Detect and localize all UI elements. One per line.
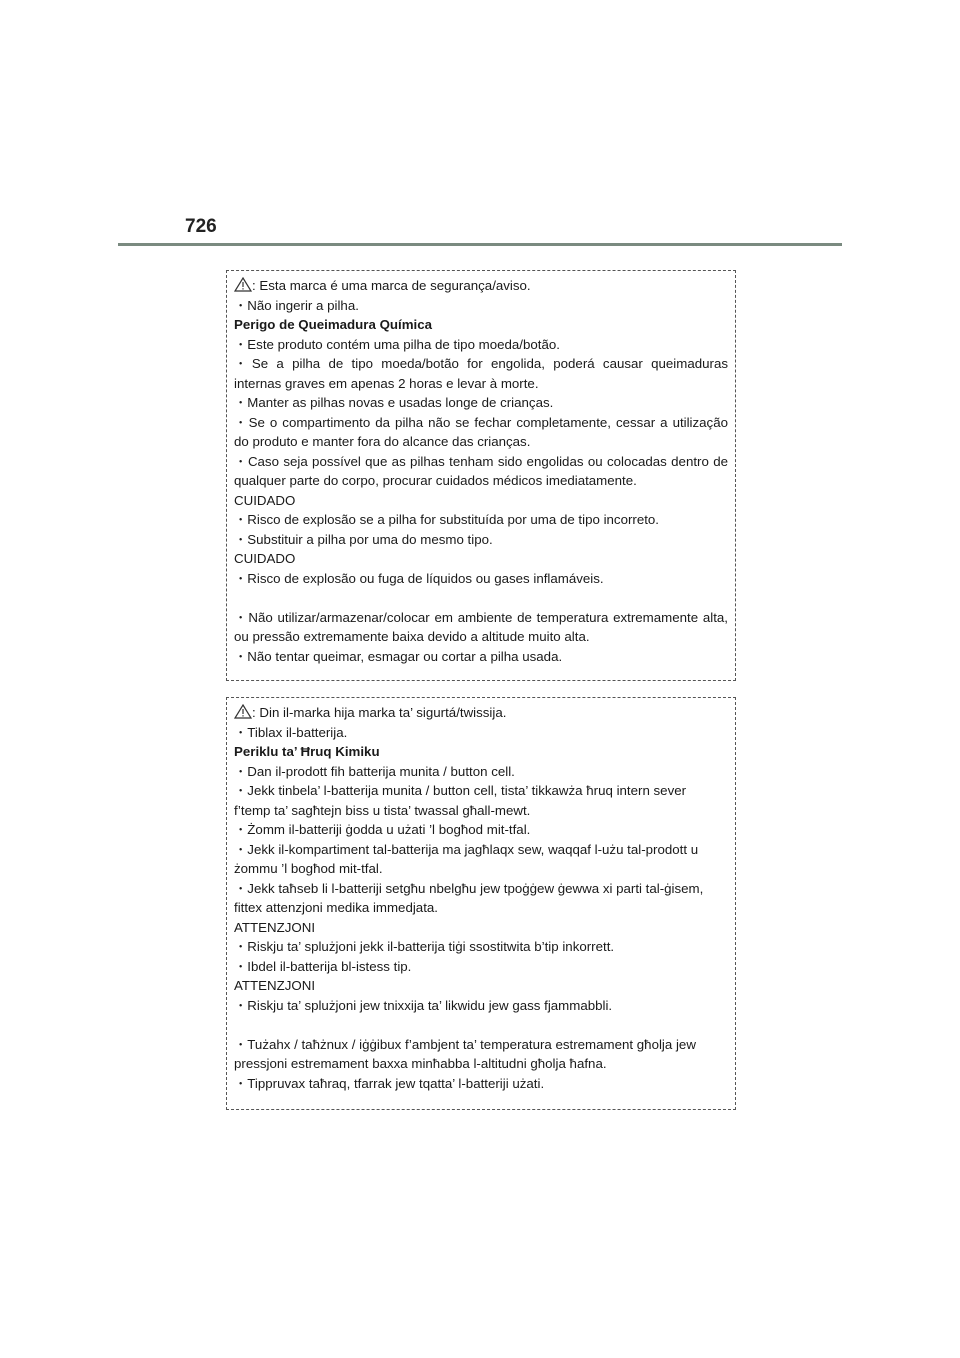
explosion-incorrect-type: ・Riskju ta’ splużjoni jekk il-batterija tiġi ssostitwita b’tip inkorrett. [234, 939, 615, 954]
no-burn-crush: ・Tippruvax taħraq, tfarrak jew tqatta’ l-batteriji użati. [234, 1075, 545, 1091]
contains-battery: ・Este produto contém uma pilha de tipo moeda/botão. [234, 336, 560, 352]
contains-battery: ・Dan il-prodott fih batterija munita / button cell. [234, 763, 515, 779]
compartment-warning: ・Se o compartimento da pilha não se fechar completamente, cessar a utilização do produto e manter fora do alcance das crianças. [234, 414, 728, 449]
no-ingest: ・Tiblax il-batterija. [234, 724, 348, 740]
warning-triangle-icon [234, 704, 252, 719]
medical-attention-line-1: ・Jekk taħseb li l-batteriji setgħu nbelgħu jew tpoġġew ġewwa xi parti tal-ġisem, [234, 880, 704, 896]
hazard-title: Perigo de Queimadura Química [234, 317, 433, 332]
explosion-leak: ・Riskju ta’ splużjoni jew tnixxija ta’ likwidu jew gass fjammabbli. [234, 997, 613, 1013]
header-rule [118, 243, 842, 246]
warning-mark-text: : Esta marca é uma marca de segurança/aviso. [252, 278, 531, 293]
warning-mark-line [234, 703, 728, 723]
caution-heading-2: ATTENZJONI [234, 978, 316, 993]
keep-away-children: ・Żomm il-batteriji ġodda u użati ’l bogħod mit-tfal. [234, 822, 531, 837]
compartment-warning-line-1: ・Jekk il-kompartiment tal-batterija ma jagħlaqx sew, waqqaf l-użu tal-prodott u [234, 841, 699, 857]
warning-box-maltese [226, 697, 736, 1110]
medical-attention-line-2: fittex attenzjoni medika immedjata. [234, 900, 438, 915]
replace-same-type: ・Substituir a pilha por uma do mesmo tipo. [234, 531, 493, 547]
warning-mark-line [234, 276, 728, 296]
swallowed-warning: ・Se a pilha de tipo moeda/botão for engolida, poderá causar queimaduras internas graves em apenas 2 horas e levar à morte. [234, 356, 728, 391]
page-number: 726 [185, 216, 217, 237]
warning-mark-text: : Din il-marka hija marka ta’ sigurtá/twissija. [252, 705, 507, 720]
temperature-warning: ・Não utilizar/armazenar/colocar em ambiente de temperatura extremamente alta, ou pressão extremamente baixa devido a altitude muito alta. [234, 609, 728, 644]
swallowed-warning-line-2: f’temp ta’ sagħtejn biss u tista’ twassal għall-mewt. [234, 802, 531, 818]
keep-away-children: ・Manter as pilhas novas e usadas longe de crianças. [234, 395, 554, 410]
no-ingest: ・Não ingerir a pilha. [234, 297, 359, 313]
explosion-leak: ・Risco de explosão ou fuga de líquidos ou gases inflamáveis. [234, 570, 604, 586]
swallowed-warning-line-1: ・Jekk tinbela’ l-batterija munita / button cell, tista’ tikkawża ħruq intern sever [234, 783, 687, 798]
compartment-warning-line-2: żommu ’l bogħod mit-tfal. [234, 861, 383, 876]
hazard-title: Periklu ta’ Ħruq Kimiku [234, 744, 380, 759]
caution-heading-2: CUIDADO [234, 551, 296, 566]
caution-heading-1: CUIDADO [234, 492, 296, 508]
explosion-incorrect-type: ・Risco de explosão se a pilha for substituída por uma de tipo incorreto. [234, 512, 659, 527]
temperature-warning-line-2: pressjoni estremament baxxa minħabba l-altitudni għolja ħafna. [234, 1056, 607, 1071]
warning-triangle-icon [234, 277, 252, 292]
no-burn-crush: ・Não tentar queimar, esmagar ou cortar a pilha usada. [234, 648, 563, 664]
caution-heading-1: ATTENZJONI [234, 919, 316, 935]
medical-attention: ・Caso seja possível que as pilhas tenham sido engolidas ou colocadas dentro de qualquer parte do corpo, procurar cuidados médicos imediatamente. [234, 453, 728, 488]
replace-same-type: ・Ibdel il-batterija bl-istess tip. [234, 958, 412, 974]
temperature-warning-line-1: ・Tużahx / taħżnux / iġġibux f’ambjent ta’ temperatura estremament għolja jew [234, 1036, 696, 1052]
warning-box-portuguese [226, 270, 736, 681]
